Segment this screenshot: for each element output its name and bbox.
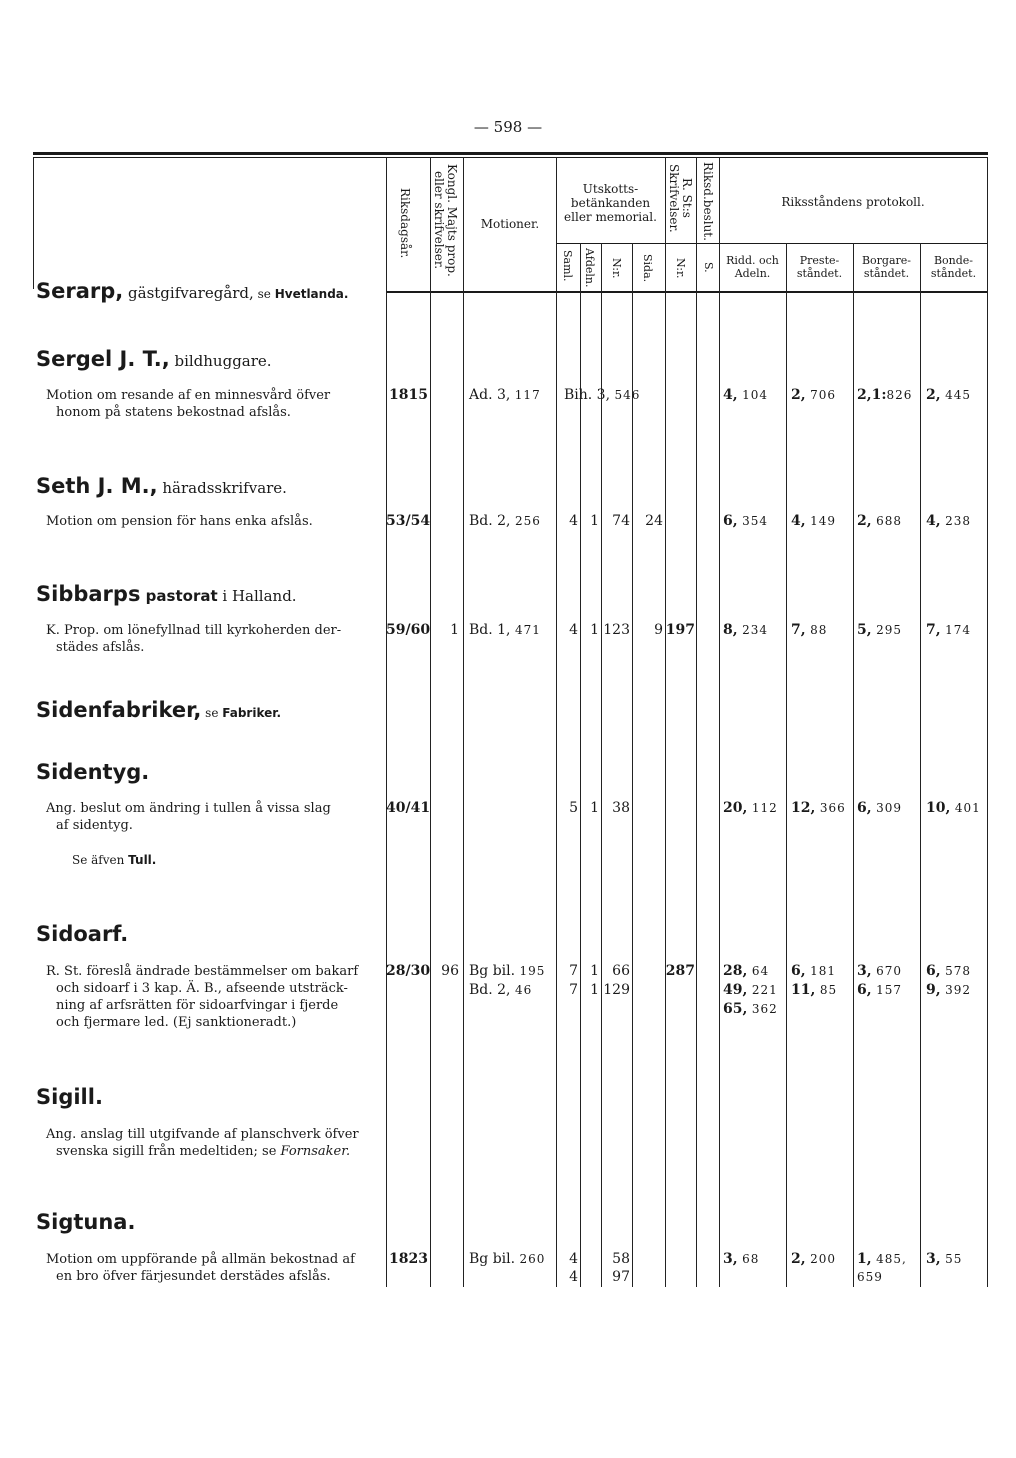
sidoarf-ridd-3-vol: 65, <box>723 1001 748 1017</box>
sigtuna-bonde-page: 55 <box>945 1252 963 1266</box>
header-rsts-line2: Skrifvelser. <box>667 164 681 233</box>
sidentyg-see-label: Se äfven <box>72 853 129 867</box>
sidoarf-preste-2-page: 85 <box>819 983 838 997</box>
header-riksd-s: S. <box>702 262 715 273</box>
header-bottom-rule <box>386 291 988 293</box>
header-sida: Sida. <box>641 254 654 283</box>
sergel-bonde-vol: 2, <box>926 387 941 403</box>
col-line <box>33 157 34 289</box>
seth-bonde-page: 238 <box>945 514 971 528</box>
header-utskott-line2: betänkanden <box>570 196 651 210</box>
sibbarps-sida: 9 <box>654 622 663 638</box>
seth-bonde-vol: 4, <box>926 513 941 529</box>
sidentyg-see-ref: Tull. <box>128 853 157 867</box>
col-line <box>920 243 921 1287</box>
sidoarf-borgare-1-page: 670 <box>876 964 902 978</box>
sidoarf-motion-2-vol: Bd. 2, <box>469 982 511 998</box>
sigtuna-motion-page: 260 <box>519 1252 546 1266</box>
sidoarf-motion-1-vol: Bg bil. <box>469 963 516 979</box>
sergel-utskott <box>564 386 640 405</box>
sigtuna-bonde-vol: 3, <box>926 1251 941 1267</box>
sigtuna-preste-page: 200 <box>810 1252 836 1266</box>
sigtuna-motion-vol: Bg bil. <box>469 1251 516 1267</box>
sidoarf-motion-2 <box>469 981 532 1000</box>
seth-nr: 74 <box>612 513 630 529</box>
sergel-year: 1815 <box>389 387 428 403</box>
sidentyg-see-also <box>72 853 156 867</box>
sidoarf-motion-2-page: 46 <box>514 983 533 997</box>
entry-sidenfabriker-ref: Fabriker. <box>222 706 282 720</box>
sidoarf-ridd-3 <box>723 1000 778 1019</box>
entry-sidoarf-text-4: och fjermare led. (Ej sanktioneradt.) <box>56 1015 297 1030</box>
sibbarps-preste <box>791 621 827 640</box>
entry-sigill-name: Sigill. <box>36 1085 103 1109</box>
header-riksdagsar: Riksdagsår. <box>398 188 412 259</box>
sergel-motion <box>469 386 541 405</box>
entry-sergel-heading <box>36 347 272 371</box>
sigtuna-nr-1: 58 <box>612 1251 630 1267</box>
top-rule <box>33 152 988 155</box>
sidentyg-ridd-page: 112 <box>751 801 778 815</box>
sidoarf-bonde-2 <box>926 981 971 1000</box>
sergel-bonde <box>926 386 971 405</box>
sigtuna-borgare <box>857 1250 907 1269</box>
header-utskott-line3: eller memorial. <box>564 210 657 224</box>
sidoarf-nr-2: 129 <box>603 982 630 998</box>
sigtuna-preste-vol: 2, <box>791 1251 806 1267</box>
seth-ridd-vol: 6, <box>723 513 738 529</box>
sergel-preste <box>791 386 836 405</box>
sibbarps-nr: 123 <box>603 622 630 638</box>
header-borgare-line1: Borgare- <box>861 254 912 267</box>
seth-afdeln: 1 <box>590 513 599 529</box>
sibbarps-motion-page: 471 <box>514 623 541 637</box>
col-line <box>556 157 557 1287</box>
entry-serarp-ref: Hvetlanda. <box>274 287 349 301</box>
entry-sergel-occupation: bildhuggare. <box>169 352 272 370</box>
seth-ridd-page: 354 <box>742 514 768 528</box>
sidoarf-ridd-2-vol: 49, <box>723 982 748 998</box>
col-line <box>696 157 697 1287</box>
sigtuna-motion <box>469 1250 545 1269</box>
sergel-ridd-page: 104 <box>742 388 768 402</box>
sidoarf-bonde-1-page: 578 <box>945 964 971 978</box>
sidoarf-ridd-2-page: 221 <box>751 983 778 997</box>
top-rule-thin <box>33 157 988 158</box>
sidoarf-motion-1 <box>469 962 545 981</box>
sergel-preste-vol: 2, <box>791 387 806 403</box>
header-bonde-line1: Bonde- <box>933 254 974 267</box>
sergel-ridd-vol: 4, <box>723 387 738 403</box>
seth-ridd <box>723 512 768 531</box>
sigtuna-borgare-page: 485, <box>876 1252 907 1266</box>
sergel-borgare <box>857 386 912 405</box>
entry-seth-heading <box>36 474 287 498</box>
sidentyg-ridd <box>723 799 778 818</box>
entry-sigtuna-heading <box>36 1210 135 1234</box>
sibbarps-ridd-page: 234 <box>742 623 768 637</box>
sibbarps-kongl: 1 <box>450 622 459 638</box>
seth-year: 53/54 <box>386 513 431 529</box>
header-preste-line1: Preste- <box>799 254 840 267</box>
col-line <box>786 243 787 1287</box>
entry-seth-text <box>46 513 378 530</box>
sidoarf-year: 28/30 <box>386 963 431 979</box>
sidoarf-saml-2: 7 <box>569 982 578 998</box>
sergel-preste-page: 706 <box>810 388 836 402</box>
sigtuna-borgare-2 <box>857 1268 883 1287</box>
sidoarf-ridd-1-vol: 28, <box>723 963 748 979</box>
entry-sigill-text <box>46 1126 378 1160</box>
col-line <box>665 157 666 1287</box>
sidentyg-borgare <box>857 799 902 818</box>
entry-sigtuna-text <box>46 1251 378 1285</box>
sibbarps-motion <box>469 621 541 640</box>
sigtuna-saml-2: 4 <box>569 1269 578 1285</box>
seth-borgare <box>857 512 902 531</box>
sigtuna-nr-2: 97 <box>612 1269 630 1285</box>
sibbarps-bonde <box>926 621 971 640</box>
sergel-borgare-vol: 2,1: <box>857 387 887 403</box>
entry-sibbarps-text <box>46 622 378 656</box>
sidoarf-borgare-2 <box>857 981 902 1000</box>
entry-sidoarf-name: Sidoarf. <box>36 922 129 946</box>
sibbarps-borgare-vol: 5, <box>857 622 872 638</box>
sidentyg-bonde-vol: 10, <box>926 800 951 816</box>
header-kongl-line2: eller skrifvelser. <box>432 171 446 270</box>
header-ridd-line2: Adeln. <box>734 267 771 280</box>
entry-sidentyg-text <box>46 800 378 834</box>
header-bonde-line2: ståndet. <box>930 267 977 280</box>
entry-sibbarps-heading <box>36 582 297 606</box>
sigtuna-ridd-page: 68 <box>742 1252 760 1266</box>
sigtuna-ridd <box>723 1250 759 1269</box>
sergel-motion-vol: Ad. 3, <box>469 387 511 403</box>
entry-sidoarf-text-3: ning af arfsrätten för sidoarfvingar i fjerde <box>56 998 339 1013</box>
entry-sigill-text-1: Ang. anslag till utgifvande af planschverk öfver <box>46 1127 359 1142</box>
sibbarps-borgare-page: 295 <box>876 623 902 637</box>
entry-sidentyg-text-2: af sidentyg. <box>56 818 133 833</box>
sidentyg-borgare-vol: 6, <box>857 800 872 816</box>
seth-motion-vol: Bd. 2, <box>469 513 511 529</box>
header-borgare-line2: ståndet. <box>863 267 910 280</box>
entry-sidentyg-name: Sidentyg. <box>36 760 150 784</box>
sibbarps-saml: 4 <box>569 622 578 638</box>
sidoarf-borgare-1-vol: 3, <box>857 963 872 979</box>
utskott-subrule <box>556 243 665 244</box>
sigtuna-bonde <box>926 1250 962 1269</box>
col-line <box>430 157 431 1287</box>
header-utskott <box>556 182 665 224</box>
sidentyg-borgare-page: 309 <box>876 801 902 815</box>
entry-serarp-desc: gästgifvaregård, <box>123 284 254 302</box>
sidoarf-preste-1-page: 181 <box>810 964 836 978</box>
sibbarps-motion-vol: Bd. 1, <box>469 622 511 638</box>
sibbarps-ridd-vol: 8, <box>723 622 738 638</box>
sibbarps-bonde-vol: 7, <box>926 622 941 638</box>
sidentyg-bonde-page: 401 <box>954 801 981 815</box>
sergel-utskott-page: 546 <box>614 388 641 402</box>
seth-borgare-page: 688 <box>876 514 902 528</box>
entry-sigtuna-text-2: en bro öfver färjesundet derstädes afslås. <box>56 1269 331 1284</box>
sidentyg-nr: 38 <box>612 800 630 816</box>
sidentyg-preste-vol: 12, <box>791 800 816 816</box>
entry-serarp-heading <box>36 279 348 303</box>
header-kongl <box>432 164 458 277</box>
col-line <box>987 157 988 1287</box>
entry-sidoarf-text-1: R. St. föreslå ändrade bestämmelser om bakarf <box>46 964 359 979</box>
sidoarf-bonde-2-page: 392 <box>945 983 971 997</box>
header-rsts <box>667 164 693 233</box>
sidoarf-bonde-1 <box>926 962 971 981</box>
entry-sidenfabriker-heading <box>36 698 281 722</box>
sidentyg-ridd-vol: 20, <box>723 800 748 816</box>
sergel-borgare-page: 826 <box>886 388 913 402</box>
entry-sibbarps-text-1: K. Prop. om lönefyllnad till kyrkoherden der- <box>46 623 342 638</box>
header-preste-line2: ståndet. <box>796 267 843 280</box>
seth-motion-page: 256 <box>514 514 541 528</box>
entry-sigtuna-name: Sigtuna. <box>36 1210 136 1234</box>
header-afdeln: Afdeln. <box>583 248 596 288</box>
sigtuna-saml-1: 4 <box>569 1251 578 1267</box>
entry-sidenfabriker-se: se <box>201 706 223 720</box>
sibbarps-preste-page: 88 <box>810 623 828 637</box>
entry-sidoarf-heading <box>36 922 128 946</box>
seth-preste <box>791 512 836 531</box>
header-ridd-line1: Ridd. och <box>726 254 779 267</box>
sibbarps-rsts: 197 <box>665 622 695 638</box>
sidoarf-motion-1-page: 195 <box>519 964 546 978</box>
entry-sidenfabriker-name: Sidenfabriker, <box>36 698 202 722</box>
sergel-motion-page: 117 <box>514 388 541 402</box>
seth-saml: 4 <box>569 513 578 529</box>
sidoarf-ridd-1-page: 64 <box>751 964 770 978</box>
sidoarf-nr-1: 66 <box>612 963 630 979</box>
entry-sigill-ref: Fornsaker. <box>280 1144 351 1159</box>
sidoarf-preste-2-vol: 11, <box>791 982 816 998</box>
entry-seth-text-1: Motion om pension för hans enka afslås. <box>46 514 313 529</box>
sidoarf-afdeln-2: 1 <box>590 982 599 998</box>
sidoarf-borgare-2-page: 157 <box>876 983 902 997</box>
entry-sibbarps-text-2: städes afslås. <box>56 640 145 655</box>
seth-motion <box>469 512 541 531</box>
sidentyg-year: 40/41 <box>386 800 431 816</box>
header-riksd-beslut: Riksd.beslut. <box>701 162 715 241</box>
sigtuna-ridd-vol: 3, <box>723 1251 738 1267</box>
entry-sibbarps-pastorat: pastorat <box>140 587 218 605</box>
seth-sida: 24 <box>645 513 663 529</box>
entry-serarp-se: se <box>253 287 275 301</box>
entry-sigill-text-2: svenska sigill från medeltiden; se <box>56 1144 281 1159</box>
sidentyg-preste <box>791 799 846 818</box>
seth-borgare-vol: 2, <box>857 513 872 529</box>
header-kongl-line1: Kongl. Majts prop. <box>445 164 459 277</box>
seth-bonde <box>926 512 971 531</box>
entry-sergel-text-1: Motion om resande af en minnesvård öfver <box>46 388 331 403</box>
entry-sidoarf-text-2: och sidoarf i 3 kap. Ä. B., afseende utsträck- <box>56 981 348 996</box>
sibbarps-afdeln: 1 <box>590 622 599 638</box>
sergel-ridd <box>723 386 768 405</box>
header-rsts-line1: R. St:s <box>680 178 694 219</box>
entry-sigill-heading <box>36 1085 103 1109</box>
sidentyg-bonde <box>926 799 981 818</box>
entry-sergel-text-2: honom på statens bekostnad afslås. <box>56 405 291 420</box>
entry-sidoarf-text <box>46 963 378 1031</box>
header-nr: N:r. <box>610 258 623 279</box>
entry-sergel-name: Sergel J. T., <box>36 347 170 371</box>
entry-seth-name: Seth J. M., <box>36 474 158 498</box>
entry-sibbarps-place: i Halland. <box>217 587 297 605</box>
sidoarf-ridd-2 <box>723 981 778 1000</box>
sibbarps-ridd <box>723 621 768 640</box>
sidoarf-saml-1: 7 <box>569 963 578 979</box>
sidoarf-ridd-3-page: 362 <box>751 1002 778 1016</box>
entry-sidentyg-text-1: Ang. beslut om ändring i tullen å vissa slag <box>46 801 331 816</box>
sidoarf-preste-2 <box>791 981 837 1000</box>
sigtuna-borgare-vol: 1, <box>857 1251 872 1267</box>
sidoarf-afdeln-1: 1 <box>590 963 599 979</box>
header-utskott-line1: Utskotts- <box>582 182 639 196</box>
header-rsts-nr: N:r. <box>674 258 687 279</box>
sidoarf-kongl: 96 <box>441 963 459 979</box>
sidentyg-afdeln: 1 <box>590 800 599 816</box>
sidoarf-rsts: 287 <box>665 963 695 979</box>
sidoarf-bonde-1-vol: 6, <box>926 963 941 979</box>
sibbarps-borgare <box>857 621 902 640</box>
col-line <box>853 243 854 1287</box>
sergel-bonde-page: 445 <box>945 388 971 402</box>
sidentyg-saml: 5 <box>569 800 578 816</box>
sigtuna-preste <box>791 1250 836 1269</box>
sidentyg-preste-page: 366 <box>819 801 846 815</box>
page-number: — 598 — <box>473 118 543 136</box>
sergel-utskott-vol: Bih. 3, <box>564 387 611 403</box>
entry-sibbarps-name: Sibbarps <box>36 582 141 606</box>
col-line <box>463 157 464 1287</box>
header-borgare <box>853 254 920 280</box>
header-bonde <box>920 254 987 280</box>
sidoarf-preste-1 <box>791 962 836 981</box>
sidoarf-borgare-1 <box>857 962 902 981</box>
entry-sigtuna-text-1: Motion om uppförande på allmän bekostnad af <box>46 1252 355 1267</box>
sibbarps-bonde-page: 174 <box>945 623 971 637</box>
entry-serarp-name: Serarp, <box>36 279 124 303</box>
col-line <box>386 157 387 1287</box>
col-line <box>719 157 720 1287</box>
sibbarps-preste-vol: 7, <box>791 622 806 638</box>
header-motioner: Motioner. <box>480 217 540 231</box>
seth-preste-vol: 4, <box>791 513 806 529</box>
sigtuna-borgare-page-2: 659 <box>857 1270 883 1284</box>
entry-sidentyg-heading <box>36 760 149 784</box>
header-protokoll: Riksståndens protokoll. <box>781 195 925 209</box>
sidoarf-ridd-1 <box>723 962 769 981</box>
sigtuna-year: 1823 <box>389 1251 428 1267</box>
sidoarf-preste-1-vol: 6, <box>791 963 806 979</box>
seth-preste-page: 149 <box>810 514 836 528</box>
sidoarf-bonde-2-vol: 9, <box>926 982 941 998</box>
header-ridd <box>719 254 786 280</box>
header-preste <box>786 254 853 280</box>
entry-sergel-text <box>46 387 378 421</box>
sidoarf-borgare-2-vol: 6, <box>857 982 872 998</box>
sibbarps-year: 59/60 <box>386 622 431 638</box>
rsts-subrule <box>665 243 719 244</box>
entry-seth-occupation: häradsskrifvare. <box>157 479 287 497</box>
header-saml: Saml. <box>561 250 574 282</box>
